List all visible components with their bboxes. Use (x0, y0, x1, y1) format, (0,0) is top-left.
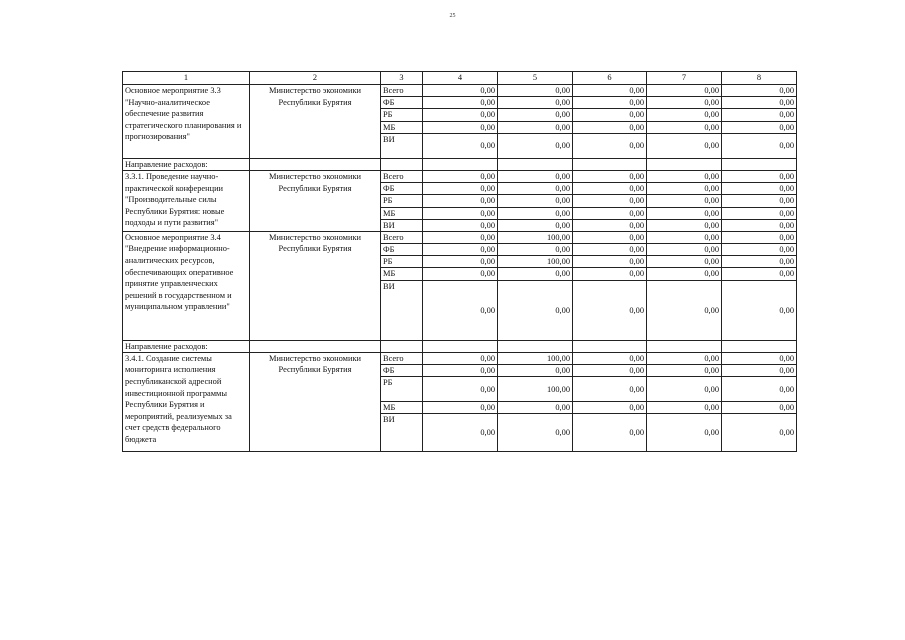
value-cell: 0,00 (423, 402, 498, 414)
measure-name: 3.3.1. Проведение научно-практической конференции "Производительные силы Республики Бурятия: новые подходы и пути развития" (123, 170, 250, 231)
col-header: 2 (250, 72, 381, 85)
table-row (123, 352, 797, 364)
value-cell: 0,00 (498, 207, 573, 219)
value-cell: 0,00 (722, 414, 797, 452)
value-cell: 0,00 (423, 195, 498, 207)
value-cell: 0,00 (573, 244, 647, 256)
funding-source: Всего (381, 85, 423, 97)
value-cell: 0,00 (647, 414, 722, 452)
responsible-org: Министерство экономики Республики Бурятия (250, 85, 381, 159)
value-cell: 0,00 (423, 121, 498, 133)
section-row (123, 340, 797, 352)
budget-table (122, 71, 797, 452)
funding-source: РБ (381, 377, 423, 402)
value-cell: 0,00 (722, 377, 797, 402)
col-header: 6 (573, 72, 647, 85)
value-cell: 0,00 (573, 109, 647, 121)
value-cell: 0,00 (423, 256, 498, 268)
value-cell: 0,00 (423, 365, 498, 377)
col-header: 3 (381, 72, 423, 85)
funding-source: МБ (381, 268, 423, 280)
section-row (123, 158, 797, 170)
value-cell: 0,00 (647, 183, 722, 195)
value-cell: 0,00 (573, 97, 647, 109)
value-cell: 0,00 (647, 97, 722, 109)
col-header: 1 (123, 72, 250, 85)
value-cell: 0,00 (647, 109, 722, 121)
funding-source: ВИ (381, 133, 423, 158)
value-cell: 0,00 (573, 414, 647, 452)
funding-source: ВИ (381, 414, 423, 452)
value-cell: 0,00 (573, 133, 647, 158)
value-cell: 0,00 (722, 183, 797, 195)
value-cell: 0,00 (647, 121, 722, 133)
table-block (123, 231, 797, 340)
value-cell: 0,00 (647, 365, 722, 377)
section-label: Направление расходов: (123, 158, 250, 170)
value-cell: 0,00 (722, 280, 797, 340)
funding-source: ВИ (381, 219, 423, 231)
table-row (123, 170, 797, 182)
value-cell: 0,00 (722, 365, 797, 377)
value-cell: 0,00 (573, 231, 647, 243)
value-cell: 0,00 (423, 133, 498, 158)
value-cell: 0,00 (498, 183, 573, 195)
value-cell: 0,00 (498, 133, 573, 158)
col-header: 4 (423, 72, 498, 85)
value-cell: 0,00 (423, 414, 498, 452)
value-cell: 0,00 (722, 268, 797, 280)
measure-name: Основное мероприятие 3.4 "Внедрение информационно-аналитических ресурсов, обеспечивающих оперативное принятие управленческих решений в государственном и муниципальном управлении" (123, 231, 250, 340)
funding-source: ФБ (381, 365, 423, 377)
value-cell: 0,00 (498, 97, 573, 109)
value-cell: 0,00 (498, 219, 573, 231)
funding-source: МБ (381, 207, 423, 219)
value-cell: 0,00 (722, 109, 797, 121)
value-cell: 0,00 (722, 219, 797, 231)
value-cell: 0,00 (647, 231, 722, 243)
value-cell: 0,00 (498, 365, 573, 377)
value-cell: 0,00 (647, 85, 722, 97)
table-block (123, 340, 797, 452)
value-cell: 0,00 (647, 133, 722, 158)
responsible-org: Министерство экономики Республики Бурятия (250, 231, 381, 340)
value-cell: 0,00 (573, 268, 647, 280)
funding-source: Всего (381, 170, 423, 182)
value-cell: 0,00 (573, 195, 647, 207)
value-cell: 0,00 (423, 170, 498, 182)
value-cell: 0,00 (647, 244, 722, 256)
funding-source: РБ (381, 109, 423, 121)
value-cell: 0,00 (722, 402, 797, 414)
funding-source: МБ (381, 402, 423, 414)
value-cell: 0,00 (423, 219, 498, 231)
funding-source: Всего (381, 352, 423, 364)
funding-source: Всего (381, 231, 423, 243)
value-cell: 0,00 (647, 195, 722, 207)
value-cell: 0,00 (423, 268, 498, 280)
responsible-org: Министерство экономики Республики Бурятия (250, 352, 381, 452)
value-cell: 0,00 (722, 195, 797, 207)
value-cell: 0,00 (722, 352, 797, 364)
value-cell: 0,00 (423, 109, 498, 121)
value-cell: 0,00 (647, 268, 722, 280)
value-cell: 0,00 (498, 402, 573, 414)
value-cell: 0,00 (647, 402, 722, 414)
value-cell: 100,00 (498, 352, 573, 364)
section-label: Направление расходов: (123, 340, 250, 352)
measure-name: Основное мероприятие 3.3 "Научно-аналитическое обеспечение развития стратегического планирования и прогнозирования" (123, 85, 250, 159)
value-cell: 0,00 (647, 377, 722, 402)
value-cell: 0,00 (423, 244, 498, 256)
value-cell: 0,00 (722, 85, 797, 97)
value-cell: 0,00 (647, 256, 722, 268)
value-cell: 0,00 (722, 133, 797, 158)
table-row (123, 231, 797, 243)
funding-source: РБ (381, 195, 423, 207)
value-cell: 0,00 (722, 170, 797, 182)
value-cell: 0,00 (722, 256, 797, 268)
value-cell: 0,00 (722, 231, 797, 243)
responsible-org: Министерство экономики Республики Бурятия (250, 170, 381, 231)
value-cell: 0,00 (498, 195, 573, 207)
value-cell: 0,00 (573, 121, 647, 133)
value-cell: 0,00 (498, 109, 573, 121)
value-cell: 0,00 (573, 365, 647, 377)
value-cell: 0,00 (423, 207, 498, 219)
value-cell: 0,00 (647, 170, 722, 182)
value-cell: 0,00 (423, 352, 498, 364)
table-row (123, 85, 797, 97)
value-cell: 0,00 (498, 280, 573, 340)
value-cell: 0,00 (647, 352, 722, 364)
value-cell: 0,00 (423, 377, 498, 402)
value-cell: 0,00 (573, 352, 647, 364)
value-cell: 0,00 (423, 183, 498, 195)
value-cell: 0,00 (423, 280, 498, 340)
value-cell: 0,00 (647, 280, 722, 340)
value-cell: 0,00 (498, 121, 573, 133)
table-block (123, 158, 797, 231)
page-number: 25 (449, 13, 456, 19)
header-row (123, 72, 797, 85)
funding-source: ФБ (381, 97, 423, 109)
value-cell: 0,00 (722, 97, 797, 109)
value-cell: 0,00 (573, 85, 647, 97)
value-cell: 0,00 (573, 207, 647, 219)
value-cell: 0,00 (498, 414, 573, 452)
value-cell: 0,00 (498, 244, 573, 256)
col-header: 7 (647, 72, 722, 85)
value-cell: 0,00 (722, 121, 797, 133)
funding-source: МБ (381, 121, 423, 133)
value-cell: 0,00 (573, 377, 647, 402)
value-cell: 0,00 (573, 256, 647, 268)
value-cell: 0,00 (498, 268, 573, 280)
funding-source: ФБ (381, 183, 423, 195)
value-cell: 0,00 (573, 219, 647, 231)
value-cell: 0,00 (647, 219, 722, 231)
value-cell: 0,00 (722, 244, 797, 256)
value-cell: 0,00 (722, 207, 797, 219)
value-cell: 0,00 (423, 85, 498, 97)
value-cell: 100,00 (498, 377, 573, 402)
value-cell: 0,00 (498, 85, 573, 97)
value-cell: 0,00 (498, 170, 573, 182)
funding-source: ВИ (381, 280, 423, 340)
value-cell: 0,00 (647, 207, 722, 219)
value-cell: 0,00 (573, 183, 647, 195)
funding-source: ФБ (381, 244, 423, 256)
value-cell: 100,00 (498, 231, 573, 243)
table-block (123, 85, 797, 159)
col-header: 8 (722, 72, 797, 85)
value-cell: 0,00 (423, 231, 498, 243)
value-cell: 0,00 (423, 97, 498, 109)
col-header: 5 (498, 72, 573, 85)
measure-name: 3.4.1. Создание системы мониторинга исполнения республиканской адресной инвестиционной программы Республики Бурятия и мероприятий, реализуемых за счет средств федерального бюджета (123, 352, 250, 452)
value-cell: 100,00 (498, 256, 573, 268)
value-cell: 0,00 (573, 402, 647, 414)
value-cell: 0,00 (573, 280, 647, 340)
value-cell: 0,00 (573, 170, 647, 182)
funding-source: РБ (381, 256, 423, 268)
